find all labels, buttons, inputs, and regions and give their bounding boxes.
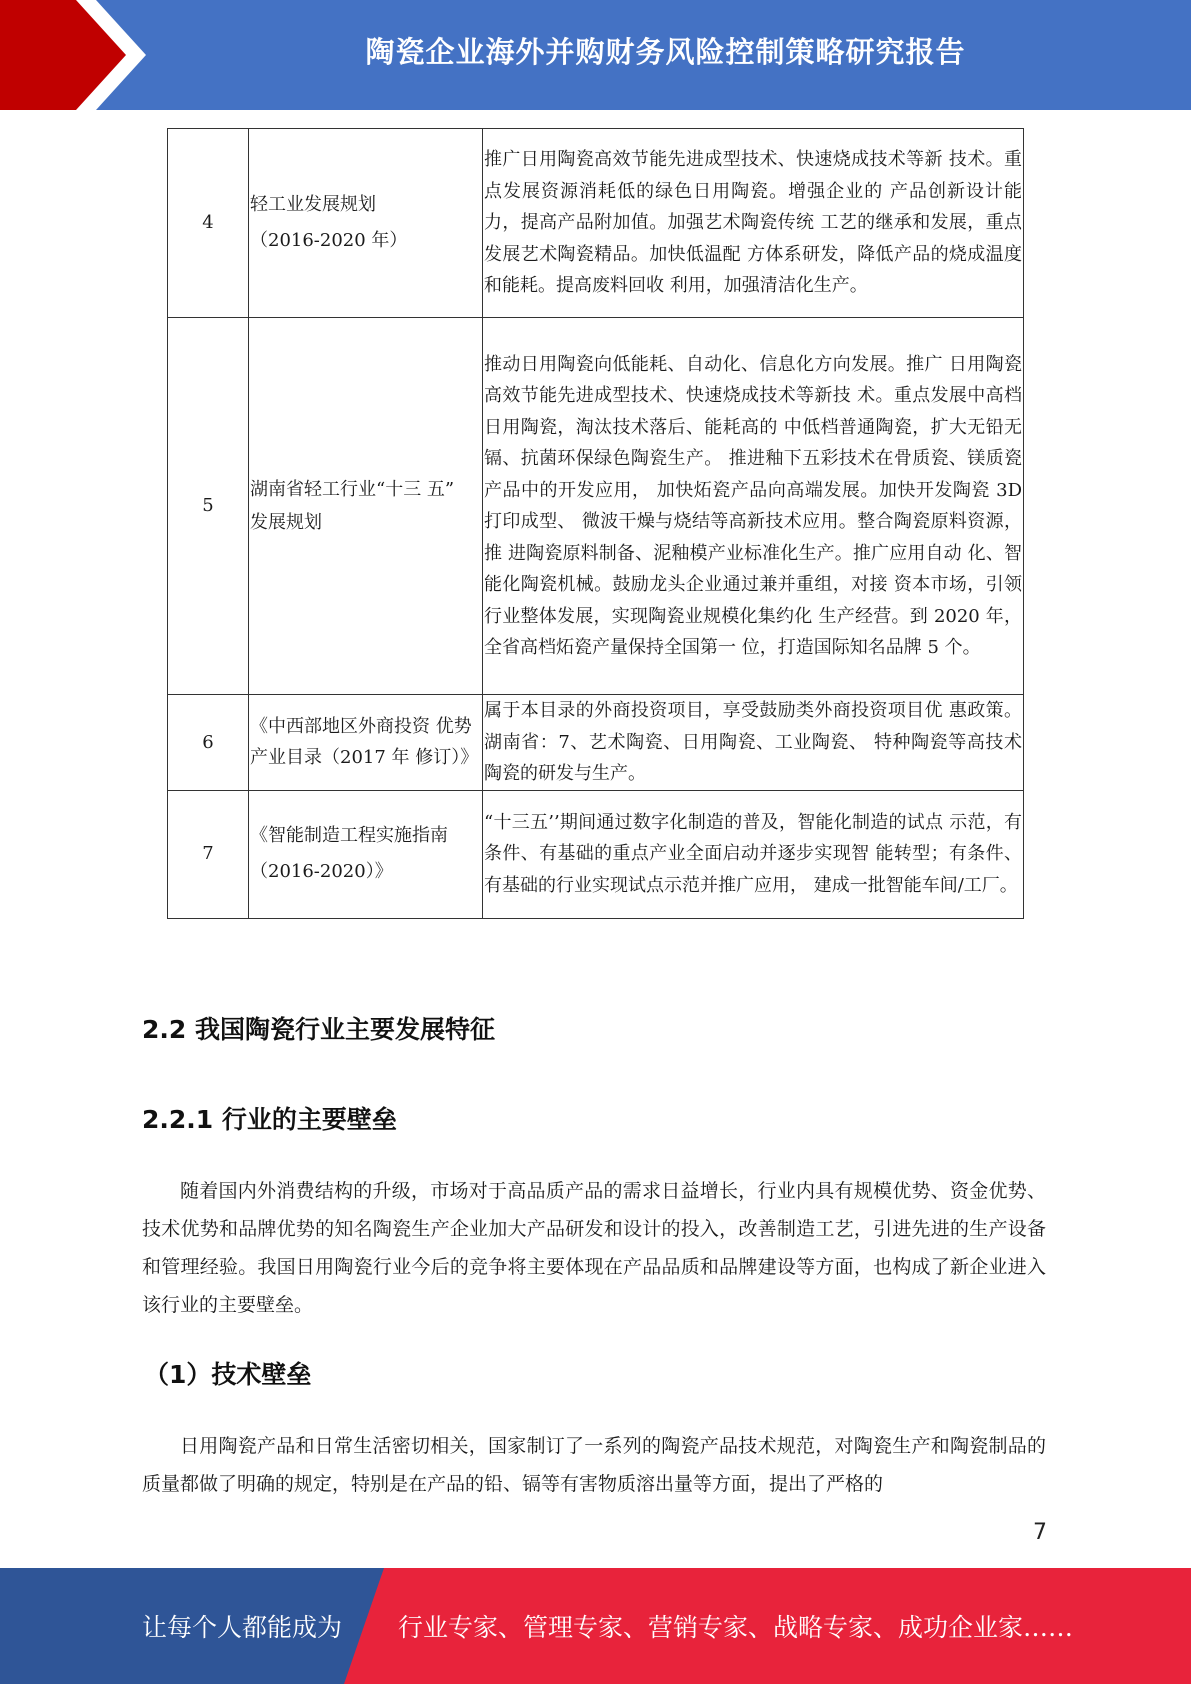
policy-name: 《智能制造工程实施指南（2016-2020）》: [249, 790, 483, 918]
table-row: [168, 318, 1024, 695]
policy-content: 推广日用陶瓷高效节能先进成型技术、快速烧成技术等新 技术。重点发展资源消耗低的绿色日用陶瓷。增强企业的 产品创新设计能力，提高产品附加值。加强艺术陶瓷传统 工艺的继承和发展，重点发展艺术陶瓷精品。加快低温配 方体系研发，降低产品的烧成温度和能耗。提高废料回收 利用，加强清洁化生产。: [483, 129, 1024, 318]
policy-table: [167, 128, 1024, 919]
table-row: [168, 695, 1024, 791]
row-number: 4: [168, 129, 249, 318]
policy-name: 轻工业发展规划 （2016-2020 年）: [249, 129, 483, 318]
table-row: [168, 790, 1024, 918]
page-header: [0, 0, 1191, 110]
body-paragraph: 随着国内外消费结构的升级，市场对于高品质产品的需求日益增长，行业内具有规模优势、资金优势、技术优势和品牌优势的知名陶瓷生产企业加大产品研发和设计的投入，改善制造工艺，引进先进的生产设备和管理经验。我国日用陶瓷行业今后的竞争将主要体现在产品品质和品牌建设等方面，也构成了新企业进入该行业的主要壁垒。: [142, 1180, 1046, 1316]
report-title: 陶瓷企业海外并购财务风险控制策略研究报告: [365, 34, 966, 69]
header-arrow-decoration: [0, 0, 160, 110]
policy-content: 属于本目录的外商投资项目，享受鼓励类外商投资项目优 惠政策。湖南省：7、艺术陶瓷、日用陶瓷、工业陶瓷、 特种陶瓷等高技术陶瓷的研发与生产。: [483, 695, 1024, 791]
sub-subsection-heading: （1）技术壁垒: [144, 1360, 312, 1389]
row-number: 7: [168, 790, 249, 918]
row-number: 5: [168, 318, 249, 695]
policy-content: 推动日用陶瓷向低能耗、自动化、信息化方向发展。推广 日用陶瓷高效节能先进成型技术、快速烧成技术等新技 术。重点发展中高档日用陶瓷，淘汰技术落后、能耗高的 中低档普通陶瓷，扩大无铅无镉、抗菌环保绿色陶瓷生产。 推进釉下五彩技术在骨质瓷、镁质瓷产品中的开发应用， 加快炻瓷产品向高端发展。加快开发陶瓷 3D 打印成型、 微波干燥与烧结等高新技术应用。整合陶瓷原料资源，推 进陶瓷原料制备、泥釉模产业标准化生产。推广应用自动 化、智能化陶瓷机械。鼓励龙头企业通过兼并重组，对接 资本市场，引领行业整体发展，实现陶瓷业规模化集约化 生产经营。到 2020 年，全省高档炻瓷产量保持全国第一 位，打造国际知名品牌 5 个。: [483, 318, 1024, 695]
footer-slogan-left: 让每个人都能成为: [142, 1613, 343, 1642]
page-footer: [0, 1568, 1191, 1684]
subsection-heading: 2.2.1 行业的主要壁垒: [142, 1105, 397, 1134]
page-number: 7: [1033, 1520, 1047, 1545]
row-number: 6: [168, 695, 249, 791]
footer-slogan-right: 行业专家、管理专家、营销专家、战略专家、成功企业家……: [398, 1613, 1074, 1642]
table-row: [168, 129, 1024, 318]
section-heading: 2.2 我国陶瓷行业主要发展特征: [142, 1015, 495, 1044]
policy-content: “十三五’’期间通过数字化制造的普及，智能化制造的试点 示范，有条件、有基础的重点产业全面启动并逐步实现智 能转型；有条件、有基础的行业实现试点示范并推广应用， 建成一批智能车间/工厂。: [483, 790, 1024, 918]
policy-name: 湖南省轻工行业“十三 五” 发展规划: [249, 318, 483, 695]
policy-name: 《中西部地区外商投资 优势产业目录（2017 年 修订）》: [249, 695, 483, 791]
body-paragraph: 日用陶瓷产品和日常生活密切相关，国家制订了一系列的陶瓷产品技术规范，对陶瓷生产和陶瓷制品的质量都做了明确的规定，特别是在产品的铅、镉等有害物质溶出量等方面，提出了严格的: [142, 1435, 1046, 1495]
